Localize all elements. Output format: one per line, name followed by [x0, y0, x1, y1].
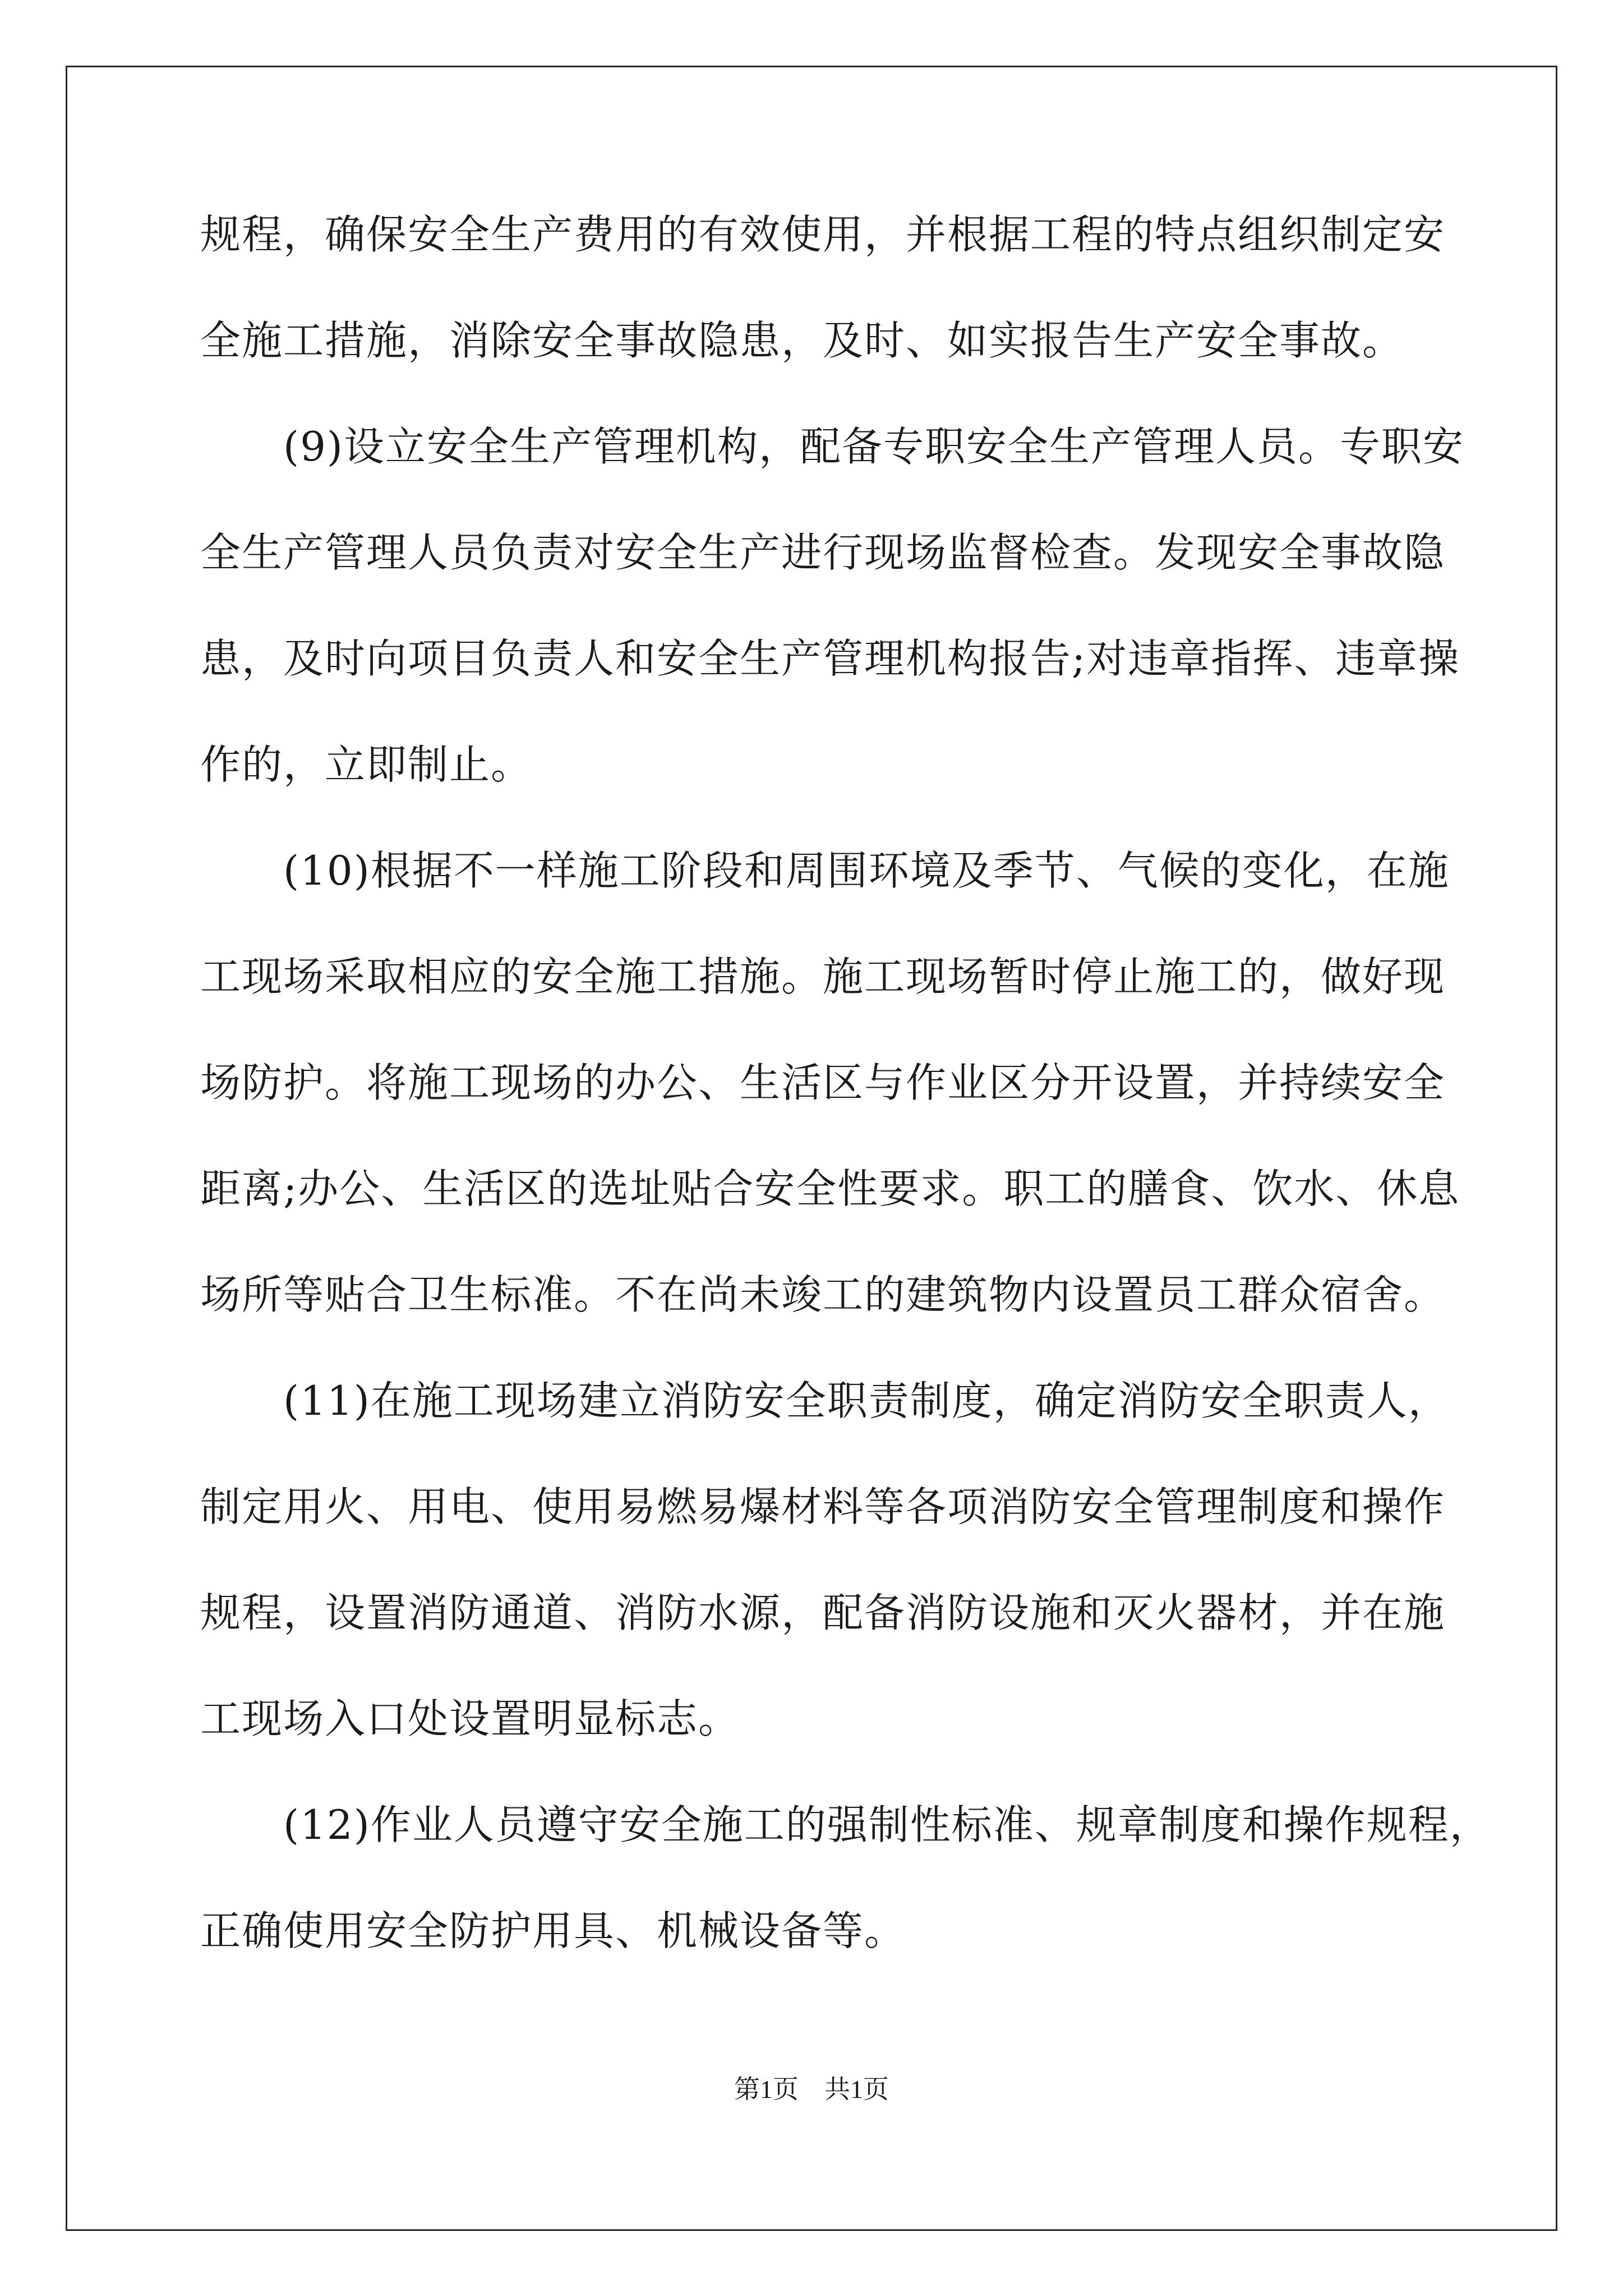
page-total: 共1页 [824, 2075, 889, 2104]
paragraph-start-line: (9)设立安全生产管理机构，配备专职安全生产管理人员。专职安 [283, 423, 1464, 470]
paragraph-start-line: (11)在施工现场建立消防安全职责制度，确定消防安全职责人， [283, 1377, 1450, 1424]
text-line: 患，及时向项目负责人和安全生产管理机构报告;对违章指挥、违章操 [200, 635, 1460, 682]
page-footer [0, 2073, 1623, 2106]
text-line: 制定用火、用电、使用易燃易爆材料等各项消防安全管理制度和操作 [200, 1483, 1446, 1530]
text-line: 距离;办公、生活区的选址贴合安全性要求。职工的膳食、饮水、休息 [200, 1165, 1460, 1212]
text-line: 作的，立即制止。 [200, 741, 533, 788]
text-line: 正确使用安全防护用具、机械设备等。 [200, 1907, 906, 1954]
text-line: 规程，确保安全生产费用的有效使用，并根据工程的特点组织制定安 [200, 211, 1446, 258]
text-line: 场所等贴合卫生标准。不在尚未竣工的建筑物内设置员工群众宿舍。 [200, 1271, 1446, 1318]
text-line: 规程，设置消防通道、消防水源，配备消防设施和灭火器材，并在施 [200, 1589, 1446, 1636]
text-line: 全生产管理人员负责对安全生产进行现场监督检查。发现安全事故隐 [200, 529, 1446, 576]
text-line: 场防护。将施工现场的办公、生活区与作业区分开设置，并持续安全 [200, 1059, 1446, 1106]
document-body [200, 208, 1491, 2010]
text-line: 全施工措施，消除安全事故隐患，及时、如实报告生产安全事故。 [200, 317, 1404, 364]
page-number: 第1页 [734, 2075, 799, 2104]
text-line: 工现场采取相应的安全施工措施。施工现场暂时停止施工的，做好现 [200, 953, 1446, 1000]
paragraph-start-line: (12)作业人员遵守安全施工的强制性标准、规章制度和操作规程， [283, 1801, 1491, 1848]
text-line: 工现场入口处设置明显标志。 [200, 1695, 740, 1742]
paragraph-start-line: (10)根据不一样施工阶段和周围环境及季节、气候的变化，在施 [283, 847, 1450, 894]
